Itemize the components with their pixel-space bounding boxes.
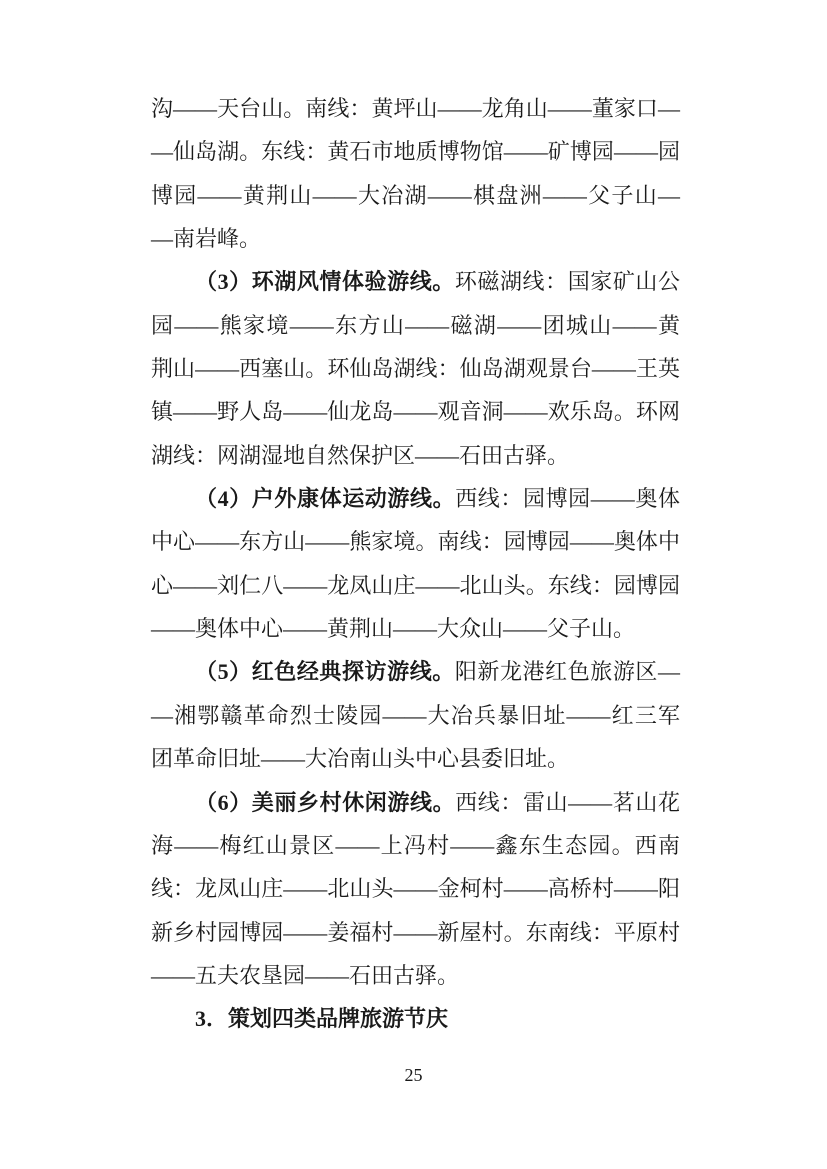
text-run: 荆山——西塞山。环仙岛湖线：仙岛湖观景台——王英 (151, 356, 680, 382)
text-line (151, 781, 680, 824)
text-line (151, 607, 680, 650)
text-line (151, 304, 680, 347)
bold-text-run: （3）环湖风情体验游线。 (195, 269, 455, 295)
page-number: 25 (404, 1065, 423, 1085)
text-line (151, 954, 680, 997)
bold-text-run: （5）红色经典探访游线。 (195, 659, 455, 685)
text-line (151, 434, 680, 477)
text-run: 博园——黄荆山——大冶湖——棋盘洲——父子山— (151, 182, 680, 208)
text-run: —仙岛湖。东线：黄石市地质博物馆——矿博园——园 (151, 139, 680, 165)
text-run: 湖线：网湖湿地自然保护区——石田古驿。 (151, 442, 570, 468)
text-line (151, 390, 680, 433)
text-run: 新乡村园博园——姜福村——新屋村。东南线：平原村 (151, 919, 680, 945)
text-run: 阳新龙港红色旅游区— (454, 659, 680, 685)
text-line (151, 130, 680, 173)
text-line (151, 694, 680, 737)
text-run: ——五夫农垦园——石田古驿。 (151, 962, 460, 988)
text-run: —湘鄂赣革命烈士陵园——大冶兵暴旧址——红三军 (151, 702, 680, 728)
text-line (151, 477, 680, 520)
document-body (151, 87, 680, 1041)
text-run: ——奥体中心——黄荆山——大众山——父子山。 (151, 616, 636, 642)
text-run: 团革命旧址——大冶南山头中心县委旧址。 (151, 746, 570, 772)
text-line (151, 824, 680, 867)
text-run: 沟——天台山。南线：黄坪山——龙角山——董家口— (151, 96, 680, 121)
text-run: 镇——野人岛——仙龙岛——观音洞——欢乐岛。环网 (151, 399, 680, 425)
text-line (151, 174, 680, 217)
bold-text-run: （6）美丽乡村休闲游线。 (195, 789, 456, 815)
text-line (151, 997, 680, 1040)
text-run: 西线：园博园——奥体 (455, 486, 680, 512)
text-line (151, 347, 680, 390)
text-run: 园——熊家境——东方山——磁湖——团城山——黄 (151, 312, 680, 338)
text-run: 环磁湖线：国家矿山公 (454, 269, 680, 295)
bold-text-run: 3．策划四类品牌旅游节庆 (195, 1006, 449, 1032)
text-line (151, 564, 680, 607)
bold-text-run: （4）户外康体运动游线。 (195, 486, 456, 512)
text-run: 心——刘仁八——龙凤山庄——北山头。东线：园博园 (151, 572, 680, 598)
text-run: 线：龙凤山庄——北山头——金柯村——高桥村——阳 (151, 876, 680, 902)
text-line (151, 867, 680, 910)
text-run: 中心——东方山——熊家境。南线：园博园——奥体中 (151, 529, 680, 555)
text-line (151, 737, 680, 780)
text-line (151, 520, 680, 563)
text-run: 海——梅红山景区——上冯村——鑫东生态园。西南 (151, 832, 680, 858)
text-line (151, 911, 680, 954)
text-line (151, 650, 680, 693)
text-line (151, 260, 680, 303)
text-line (151, 217, 680, 260)
text-run: 西线：雷山——茗山花 (455, 789, 680, 815)
text-run: —南岩峰。 (151, 226, 262, 252)
text-line (151, 87, 680, 130)
